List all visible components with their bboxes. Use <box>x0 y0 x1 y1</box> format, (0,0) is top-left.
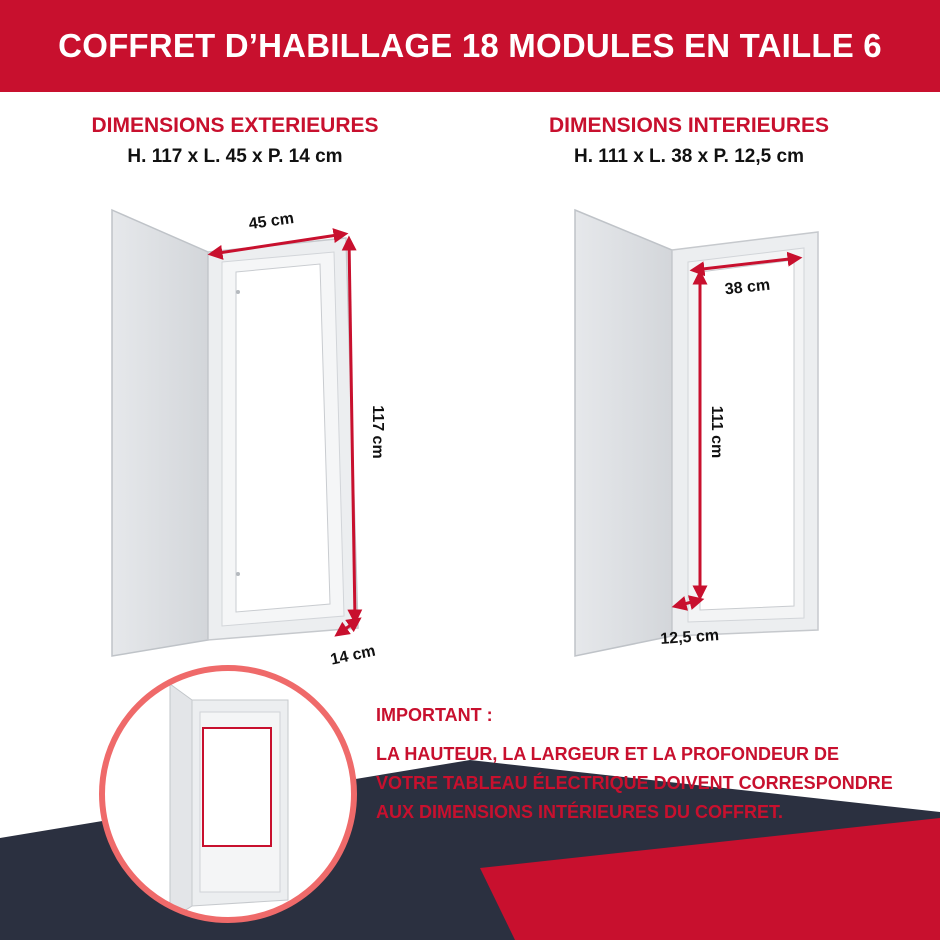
exterior-width-label: 45 cm <box>247 209 296 234</box>
important-line: LA HAUTEUR, LA LARGEUR ET LA PROFONDEUR DE <box>376 744 839 764</box>
interior-width-label: 38 cm <box>724 276 771 299</box>
important-label: IMPORTANT : <box>376 705 493 725</box>
interior-title: DIMENSIONS INTERIEURES <box>548 114 830 137</box>
important-text <box>376 740 936 827</box>
exterior-dims: H. 117 x L. 45 x P. 14 cm <box>127 146 343 167</box>
exterior-title: DIMENSIONS EXTERIEURES <box>91 114 379 137</box>
exterior-height-label: 117 cm <box>369 405 386 459</box>
exterior-cabinet <box>112 210 358 656</box>
page-title: COFFRET D’HABILLAGE 18 MODULES EN TAILLE 6 <box>58 27 882 64</box>
interior-height-label: 111 cm <box>708 405 725 459</box>
inset-cabinet <box>170 684 288 920</box>
interior-depth-label: 12,5 cm <box>659 626 720 649</box>
important-line: VOTRE TABLEAU ÉLECTRIQUE DOIVENT CORRESPONDRE <box>376 773 893 793</box>
interior-dims: H. 111 x L. 38 x P. 12,5 cm <box>574 146 804 167</box>
interior-cabinet <box>575 210 818 656</box>
important-line: AUX DIMENSIONS INTÉRIEURES DU COFFRET. <box>376 802 784 822</box>
exterior-depth-label: 14 cm <box>329 642 378 669</box>
important-notice <box>376 705 936 827</box>
